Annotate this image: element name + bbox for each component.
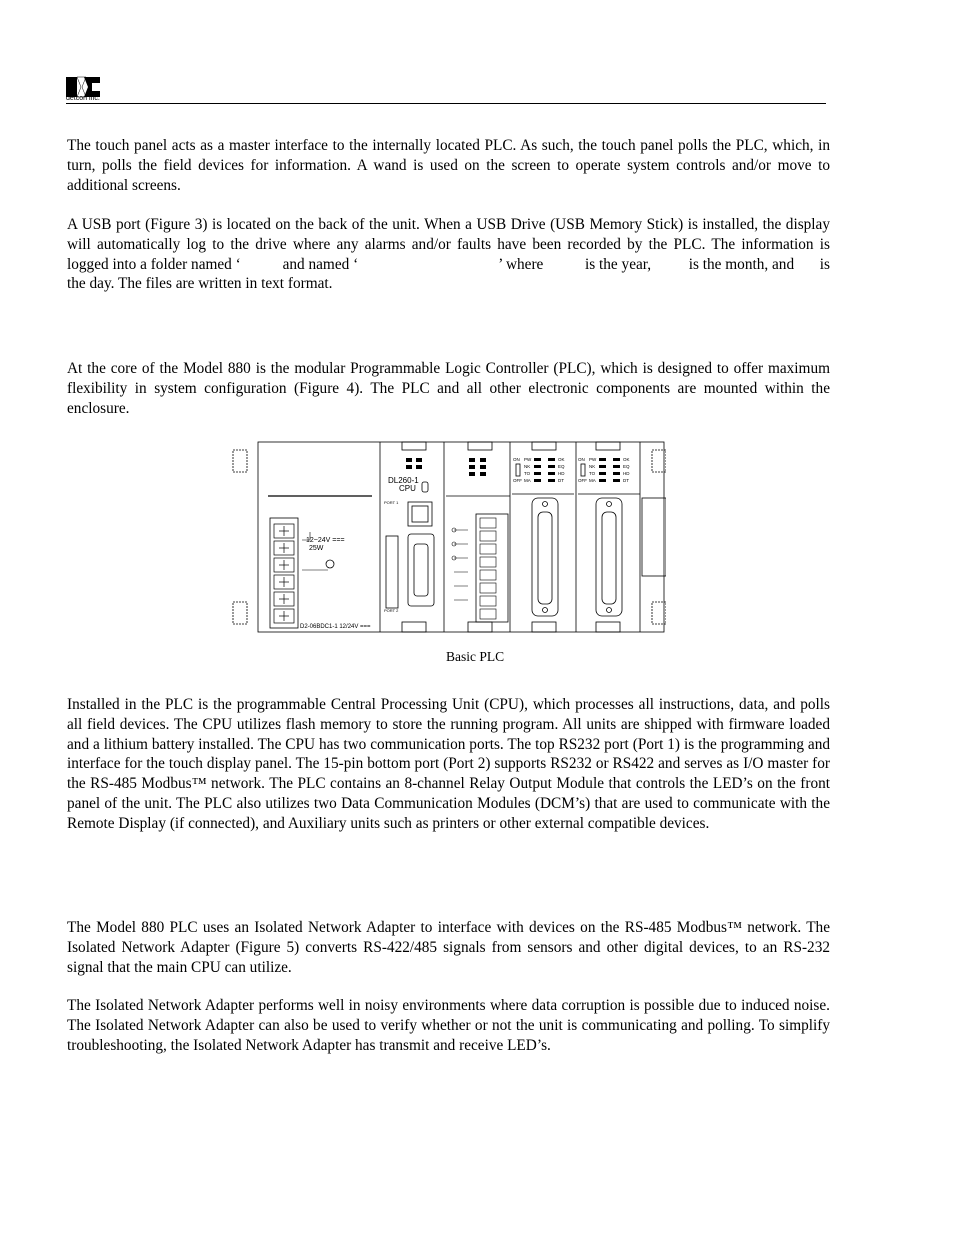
usb-text-d: is the year, [585, 255, 652, 273]
paragraph-network-adapter: The Model 880 PLC uses an Isolated Network Adapter to interface with devices on the RS-485 Modbus™ network. The Isolated Network Adapter (Figure 5) converts RS-422/485 signals from sensors and other digital devices, to an RS-232 signal that the main CPU can utilize. [67, 919, 830, 976]
paragraph-plc-core: At the core of the Model 880 is the modular Programmable Logic Controller (PLC), which is designed to offer maximum flexibility in system configuration (Figure 4). The PLC and all other electronic components are mounted within the enclosure. [67, 360, 830, 417]
dcm1-ma: MA [524, 478, 531, 483]
dcm1-pw: PW [524, 457, 532, 462]
usb-text-e: is the month, and [688, 255, 795, 273]
dcm2-pw: PW [589, 457, 597, 462]
usb-text-f: is the day. The files are written in text format. [67, 255, 830, 293]
figure-caption: Basic PLC [446, 649, 505, 664]
power-model-label: D2-06BDC1-1 12/24V === [300, 624, 371, 630]
power-rating-label: 12~24V === [306, 537, 345, 544]
dcm2-dt: DT [623, 478, 629, 483]
port1-label: PORT 1 [384, 500, 399, 505]
usb-text-b: and named ‘ [282, 255, 359, 273]
dcm1-dt: DT [558, 478, 564, 483]
dcm1-off: OFF [513, 478, 522, 483]
paragraph-touch-panel: The touch panel acts as a master interface to the internally located PLC. As such, the touch panel polls the PLC, which, in turn, polls the field devices for information. A wand is used on the screen to operate system controls and/or move to additional screens. [67, 137, 830, 194]
dcm2-hd: HD [623, 471, 630, 476]
header-rule [66, 103, 826, 104]
dcm2-off: OFF [578, 478, 587, 483]
dcm2-nk: NK [589, 464, 596, 469]
paragraph-usb-port [67, 215, 830, 294]
dcm2-ma: MA [589, 478, 596, 483]
dcm2-eq: EQ [623, 464, 630, 469]
paragraph-cpu: Installed in the PLC is the programmable Central Processing Unit (CPU), which processes all instructions, data, and polls all field devices. The CPU utilizes flash memory to store the running program. All units are shipped with firmware loaded and a lithium battery installed. The CPU has two communication ports. The top RS232 port (Port 1) is the programming and interface for the touch display panel. The 15-pin bottom port (Port 2) supports RS232 or RS422 and serves as I/O master for the RS-485 Modbus™ network. The PLC contains an 8-channel Relay Output Module that controls the LED’s on the front panel of the unit. The PLC also utilizes two Data Communication Modules (DCM’s) that are used to communicate with the Remote Display (if connected), and Auxiliary units such as printers or other external compatible devices. [67, 696, 830, 832]
plc-diagram [232, 440, 666, 634]
dcm1-hd: HD [558, 471, 565, 476]
dcm2-ok: OK [623, 457, 630, 462]
dcm2-on: ON [578, 457, 585, 462]
dcm1-eq: EQ [558, 464, 565, 469]
power-watts-label: 25W [309, 545, 324, 552]
paragraph-adapter-performance: The Isolated Network Adapter performs well in noisy environments where data corruption is possible due to induced noise. The Isolated Network Adapter can also be used to verify whether or not the unit is communicating and polling. To simplify troubleshooting, the Isolated Network Adapter has transmit and receive LED’s. [67, 997, 830, 1054]
usb-text-c: ’ where [498, 255, 544, 273]
dcm1-to: TO [524, 471, 531, 476]
dcm1-ok: OK [558, 457, 565, 462]
logo-text: detcon inc. [66, 95, 100, 102]
usb-text-a: A USB port (Figure 3) is located on the back of the unit. When a USB Drive (USB Memory Stick) is installed, the display will automatically log to the drive where any alarms and/or faults have been recorded by the PLC. The information is logged into a folder named ‘ [67, 216, 830, 273]
dcm2-to: TO [589, 471, 596, 476]
port2-label: PORT 2 [384, 608, 399, 613]
cpu-model-label: DL260-1 [388, 476, 419, 485]
cpu-label: CPU [399, 484, 416, 493]
dcm1-on: ON [513, 457, 520, 462]
dcm1-nk: NK [524, 464, 531, 469]
